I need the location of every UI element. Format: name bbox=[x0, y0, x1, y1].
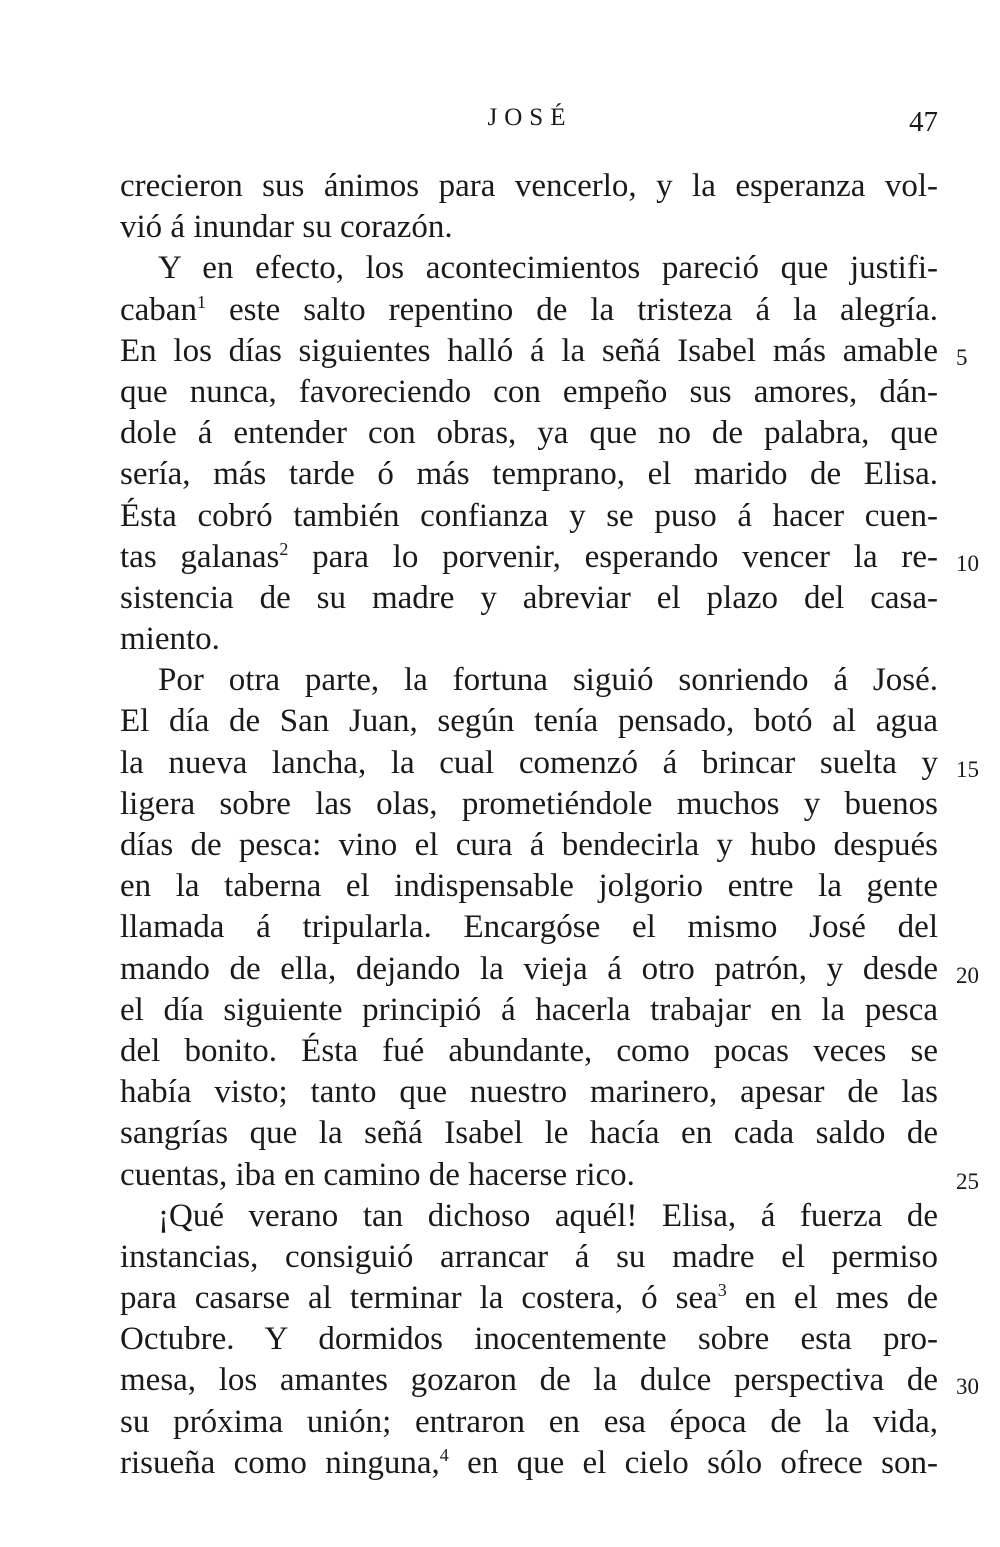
line-text: sistencia de su madre y abreviar el plazo del casa- bbox=[120, 579, 938, 616]
text-line bbox=[120, 907, 938, 948]
line-text: sería, más tarde ó más temprano, el marido de Elisa. bbox=[120, 456, 938, 493]
line-text: ¡Qué verano tan dichoso aquél! Elisa, á fuerza de bbox=[158, 1197, 938, 1234]
text-line bbox=[120, 207, 938, 248]
line-number: 25 bbox=[956, 1168, 979, 1194]
line-text: Ésta cobró también confianza y se puso á hacer cuen- bbox=[120, 497, 938, 534]
line-text: vió á inundar su corazón. bbox=[120, 209, 453, 246]
text-line bbox=[120, 578, 938, 619]
line-text: Por otra parte, la fortuna siguió sonriendo á José. bbox=[158, 662, 938, 699]
text-line bbox=[120, 1402, 938, 1443]
footnote-marker: 4 bbox=[439, 1444, 449, 1465]
text-line bbox=[120, 784, 938, 825]
text-line bbox=[120, 537, 979, 578]
line-number: 30 bbox=[956, 1374, 979, 1400]
text-line bbox=[120, 166, 938, 207]
line-text-continued: en que el cielo sólo ofrece son- bbox=[448, 1444, 938, 1481]
line-text: la nueva lancha, la cual comenzó á brincar suelta y bbox=[120, 744, 938, 781]
line-text: del bonito. Ésta fué abundante, como pocas veces se bbox=[120, 1032, 938, 1069]
line-text: llamada á tripularla. Encargóse el mismo José del bbox=[120, 909, 938, 946]
text-line bbox=[120, 1443, 938, 1484]
text-line bbox=[120, 866, 938, 907]
text-line bbox=[120, 331, 968, 372]
line-text-continued: en el mes de bbox=[726, 1280, 938, 1317]
footnote-marker: 3 bbox=[717, 1280, 727, 1301]
line-text: Y en efecto, los acontecimientos pareció que justifi- bbox=[158, 250, 938, 287]
line-text: ligera sobre las olas, prometiéndole muchos y buenos bbox=[120, 785, 938, 822]
line-text: El día de San Juan, según tenía pensado, botó al agua bbox=[120, 703, 938, 740]
page-number: 47 bbox=[909, 106, 938, 138]
text-line bbox=[120, 1278, 938, 1319]
line-number: 10 bbox=[956, 550, 979, 576]
text-line bbox=[120, 1113, 938, 1154]
text-line bbox=[120, 990, 938, 1031]
line-number: 5 bbox=[956, 344, 968, 370]
line-text: su próxima unión; entraron en esa época de la vida, bbox=[120, 1403, 938, 1440]
line-number: 20 bbox=[956, 962, 979, 988]
page-header bbox=[120, 104, 940, 144]
text-line bbox=[120, 619, 938, 660]
running-title: JOSÉ bbox=[487, 104, 573, 131]
line-text: Octubre. Y dormidos inocentemente sobre esta pro- bbox=[120, 1321, 938, 1358]
line-text: en la taberna el indispensable jolgorio entre la gente bbox=[120, 868, 938, 905]
text-line bbox=[120, 248, 938, 289]
line-text: tas galanas bbox=[120, 538, 280, 575]
text-line bbox=[120, 701, 938, 742]
text-line bbox=[120, 825, 938, 866]
line-text: cuentas, iba en camino de hacerse rico. bbox=[120, 1156, 635, 1193]
line-text: que nunca, favoreciendo con empeño sus amores, dán- bbox=[120, 373, 938, 410]
text-line bbox=[120, 1237, 938, 1278]
line-text: para casarse al terminar la costera, ó sea bbox=[120, 1280, 718, 1317]
line-text: miento. bbox=[120, 621, 220, 658]
text-line bbox=[120, 413, 938, 454]
line-text: risueña como ninguna, bbox=[120, 1444, 440, 1481]
footnote-marker: 2 bbox=[279, 538, 289, 559]
line-text: En los días siguientes halló á la señá Isabel más amable bbox=[120, 332, 938, 369]
line-text: mando de ella, dejando la vieja á otro patrón, y desde bbox=[120, 950, 938, 987]
line-text: mesa, los amantes gozaron de la dulce perspectiva de bbox=[120, 1362, 938, 1399]
line-text: dole á entender con obras, ya que no de palabra, que bbox=[120, 415, 938, 452]
text-line bbox=[120, 1360, 979, 1401]
line-text-continued: para lo porvenir, esperando vencer la re- bbox=[288, 538, 938, 575]
line-text: crecieron sus ánimos para vencerlo, y la esperanza vol- bbox=[120, 168, 938, 204]
body-text bbox=[120, 166, 979, 1484]
line-text: el día siguiente principió á hacerla trabajar en la pesca bbox=[120, 991, 938, 1028]
text-line bbox=[120, 454, 938, 495]
text-line bbox=[120, 743, 979, 784]
line-text: instancias, consiguió arrancar á su madre el permiso bbox=[120, 1238, 938, 1275]
text-line bbox=[120, 660, 938, 701]
text-line bbox=[120, 1031, 938, 1072]
text-line bbox=[120, 1319, 938, 1360]
text-line bbox=[120, 1196, 938, 1237]
line-text-continued: este salto repentino de la tristeza á la alegría. bbox=[205, 291, 938, 328]
text-line bbox=[120, 496, 938, 537]
text-line bbox=[120, 290, 938, 331]
footnote-marker: 1 bbox=[196, 291, 206, 312]
line-text: había visto; tanto que nuestro marinero, apesar de las bbox=[120, 1074, 938, 1111]
line-text: días de pesca: vino el cura á bendecirla y hubo después bbox=[120, 827, 938, 863]
text-line bbox=[120, 1072, 938, 1113]
line-text: sangrías que la señá Isabel le hacía en cada saldo de bbox=[120, 1115, 938, 1152]
line-text: caban bbox=[120, 291, 197, 328]
text-line bbox=[120, 372, 938, 413]
text-line bbox=[120, 1155, 979, 1196]
line-number: 15 bbox=[956, 756, 979, 782]
text-line bbox=[120, 949, 979, 990]
